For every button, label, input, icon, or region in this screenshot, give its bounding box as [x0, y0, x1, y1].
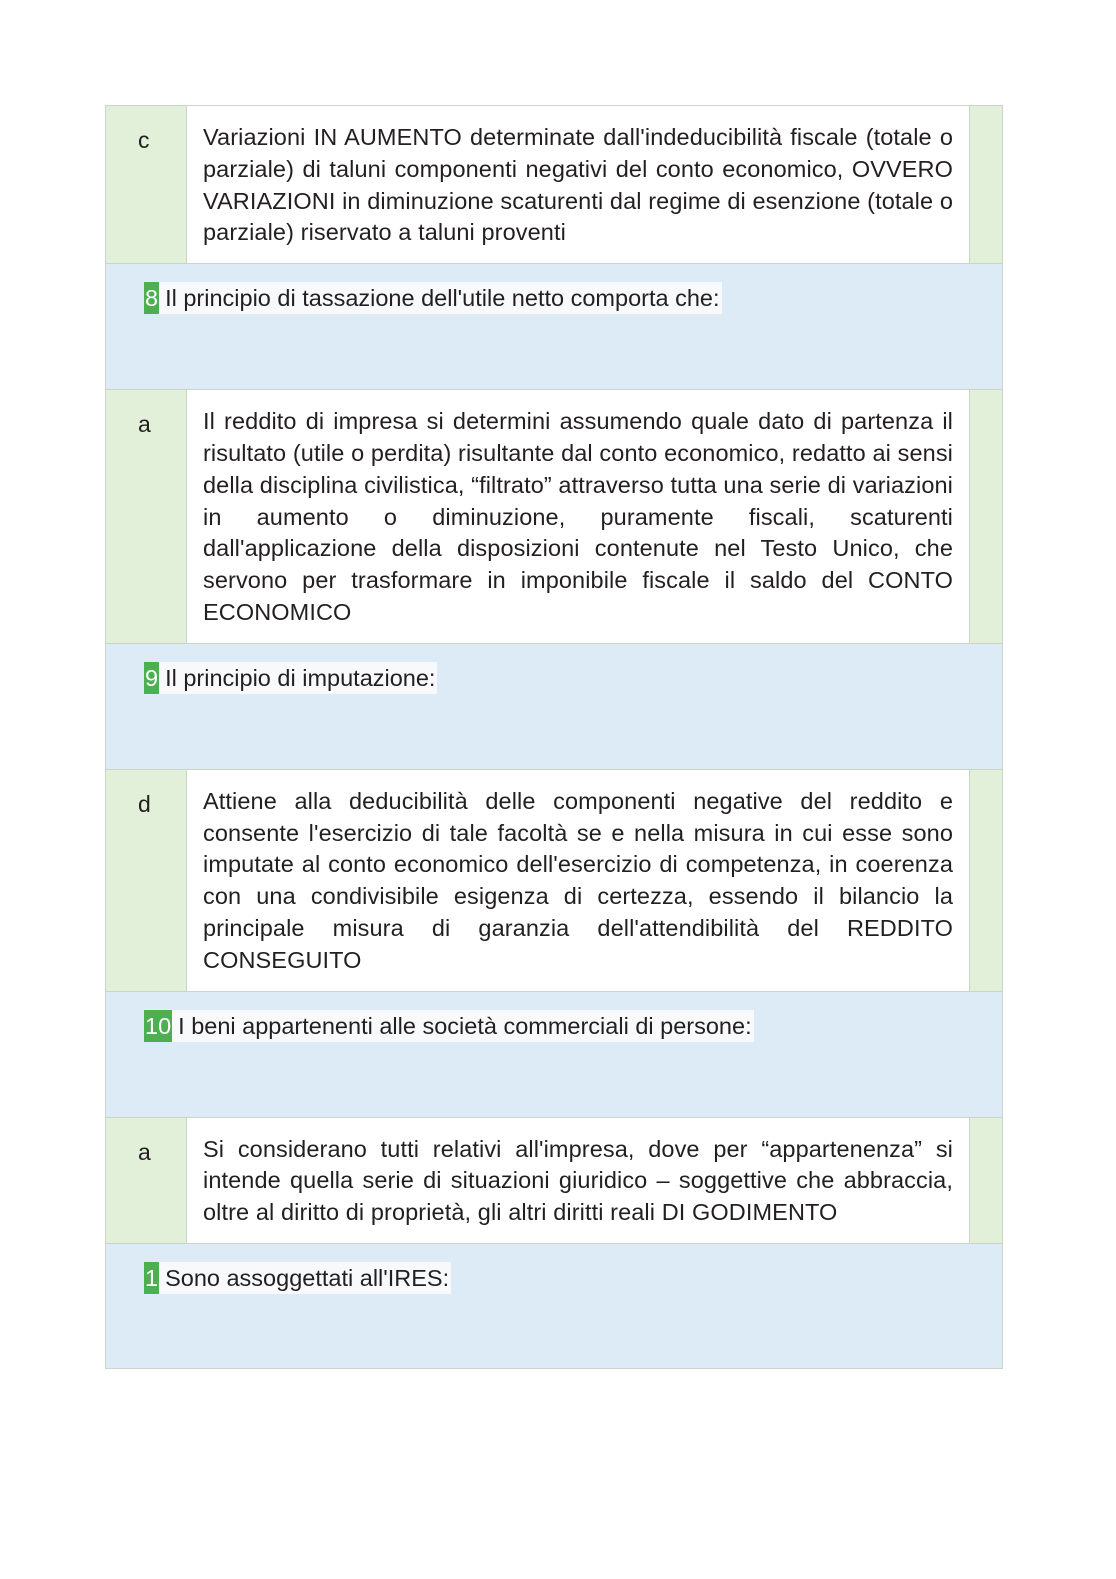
- answer-letter: a: [138, 1138, 151, 1165]
- question-text: Il principio di tassazione dell'utile netto comporta che:: [165, 285, 720, 312]
- answer-text: Attiene alla deducibilità delle componenti negative del reddito e consente l'esercizio di tale facoltà se e nella misura in cui esse sono imputate al conto economico dell'esercizio di competenza, in coerenza con una condivisibile esigenza di certezza, essendo il bilancio la principale misura di garanzia dell'attendibilità del REDDITO CONSEGUITO: [186, 770, 970, 991]
- question-number: 8: [144, 282, 159, 314]
- question-number: 10: [144, 1010, 172, 1042]
- question-row: [105, 263, 1003, 389]
- question-line: [144, 282, 722, 314]
- question-text: Sono assoggettati all'IRES:: [165, 1264, 450, 1291]
- question-row: [105, 643, 1003, 769]
- answer-row: [105, 105, 1003, 263]
- question-text: I beni appartenenti alle società commerciali di persone:: [178, 1012, 752, 1039]
- question-line: [144, 1010, 754, 1042]
- answer-row: [105, 769, 1003, 991]
- answer-side-cell: [970, 390, 1002, 643]
- answer-text: Variazioni IN AUMENTO determinate dall'indeducibilità fiscale (totale o parziale) di taluni componenti negativi del conto economico, OVVERO VARIAZIONI in diminuzione scaturenti dal regime di esenzione (totale o parziale) riservato a taluni proventi: [186, 106, 970, 263]
- answer-letter: a: [138, 411, 151, 438]
- answer-letter: c: [138, 127, 150, 153]
- question-text: Il principio di imputazione:: [165, 664, 436, 691]
- answer-row: [105, 389, 1003, 643]
- quiz-table: [105, 105, 1003, 1369]
- answer-text: Si considerano tutti relativi all'impresa, dove per “appartenenza” si intende quella serie di situazioni giuridico – soggettive che abbraccia, oltre al diritto di proprietà, gli altri diritti reali DI GODIMENTO: [186, 1118, 970, 1243]
- question-number: 1: [144, 1262, 159, 1294]
- answer-side-cell: [970, 770, 1002, 991]
- question-line: [144, 662, 437, 694]
- question-number: 9: [144, 662, 159, 694]
- answer-row: [105, 1117, 1003, 1243]
- question-row: [105, 991, 1003, 1117]
- answer-side-cell: [970, 106, 1002, 263]
- question-line: [144, 1262, 451, 1294]
- answer-letter: d: [138, 790, 151, 817]
- answer-text: Il reddito di impresa si determini assumendo quale dato di partenza il risultato (utile o perdita) risultante dal conto economico, redatto ai sensi della disciplina civilistica, “filtrato” attraverso tutta una serie di variazioni in aumento o diminuzione, puramente fiscali, scaturenti dall'applicazione della disposizioni contenute nel Testo Unico, che servono per trasformare in imponibile fiscale il saldo del CONTO ECONOMICO: [186, 390, 970, 643]
- answer-side-cell: [970, 1118, 1002, 1243]
- question-row: [105, 1243, 1003, 1369]
